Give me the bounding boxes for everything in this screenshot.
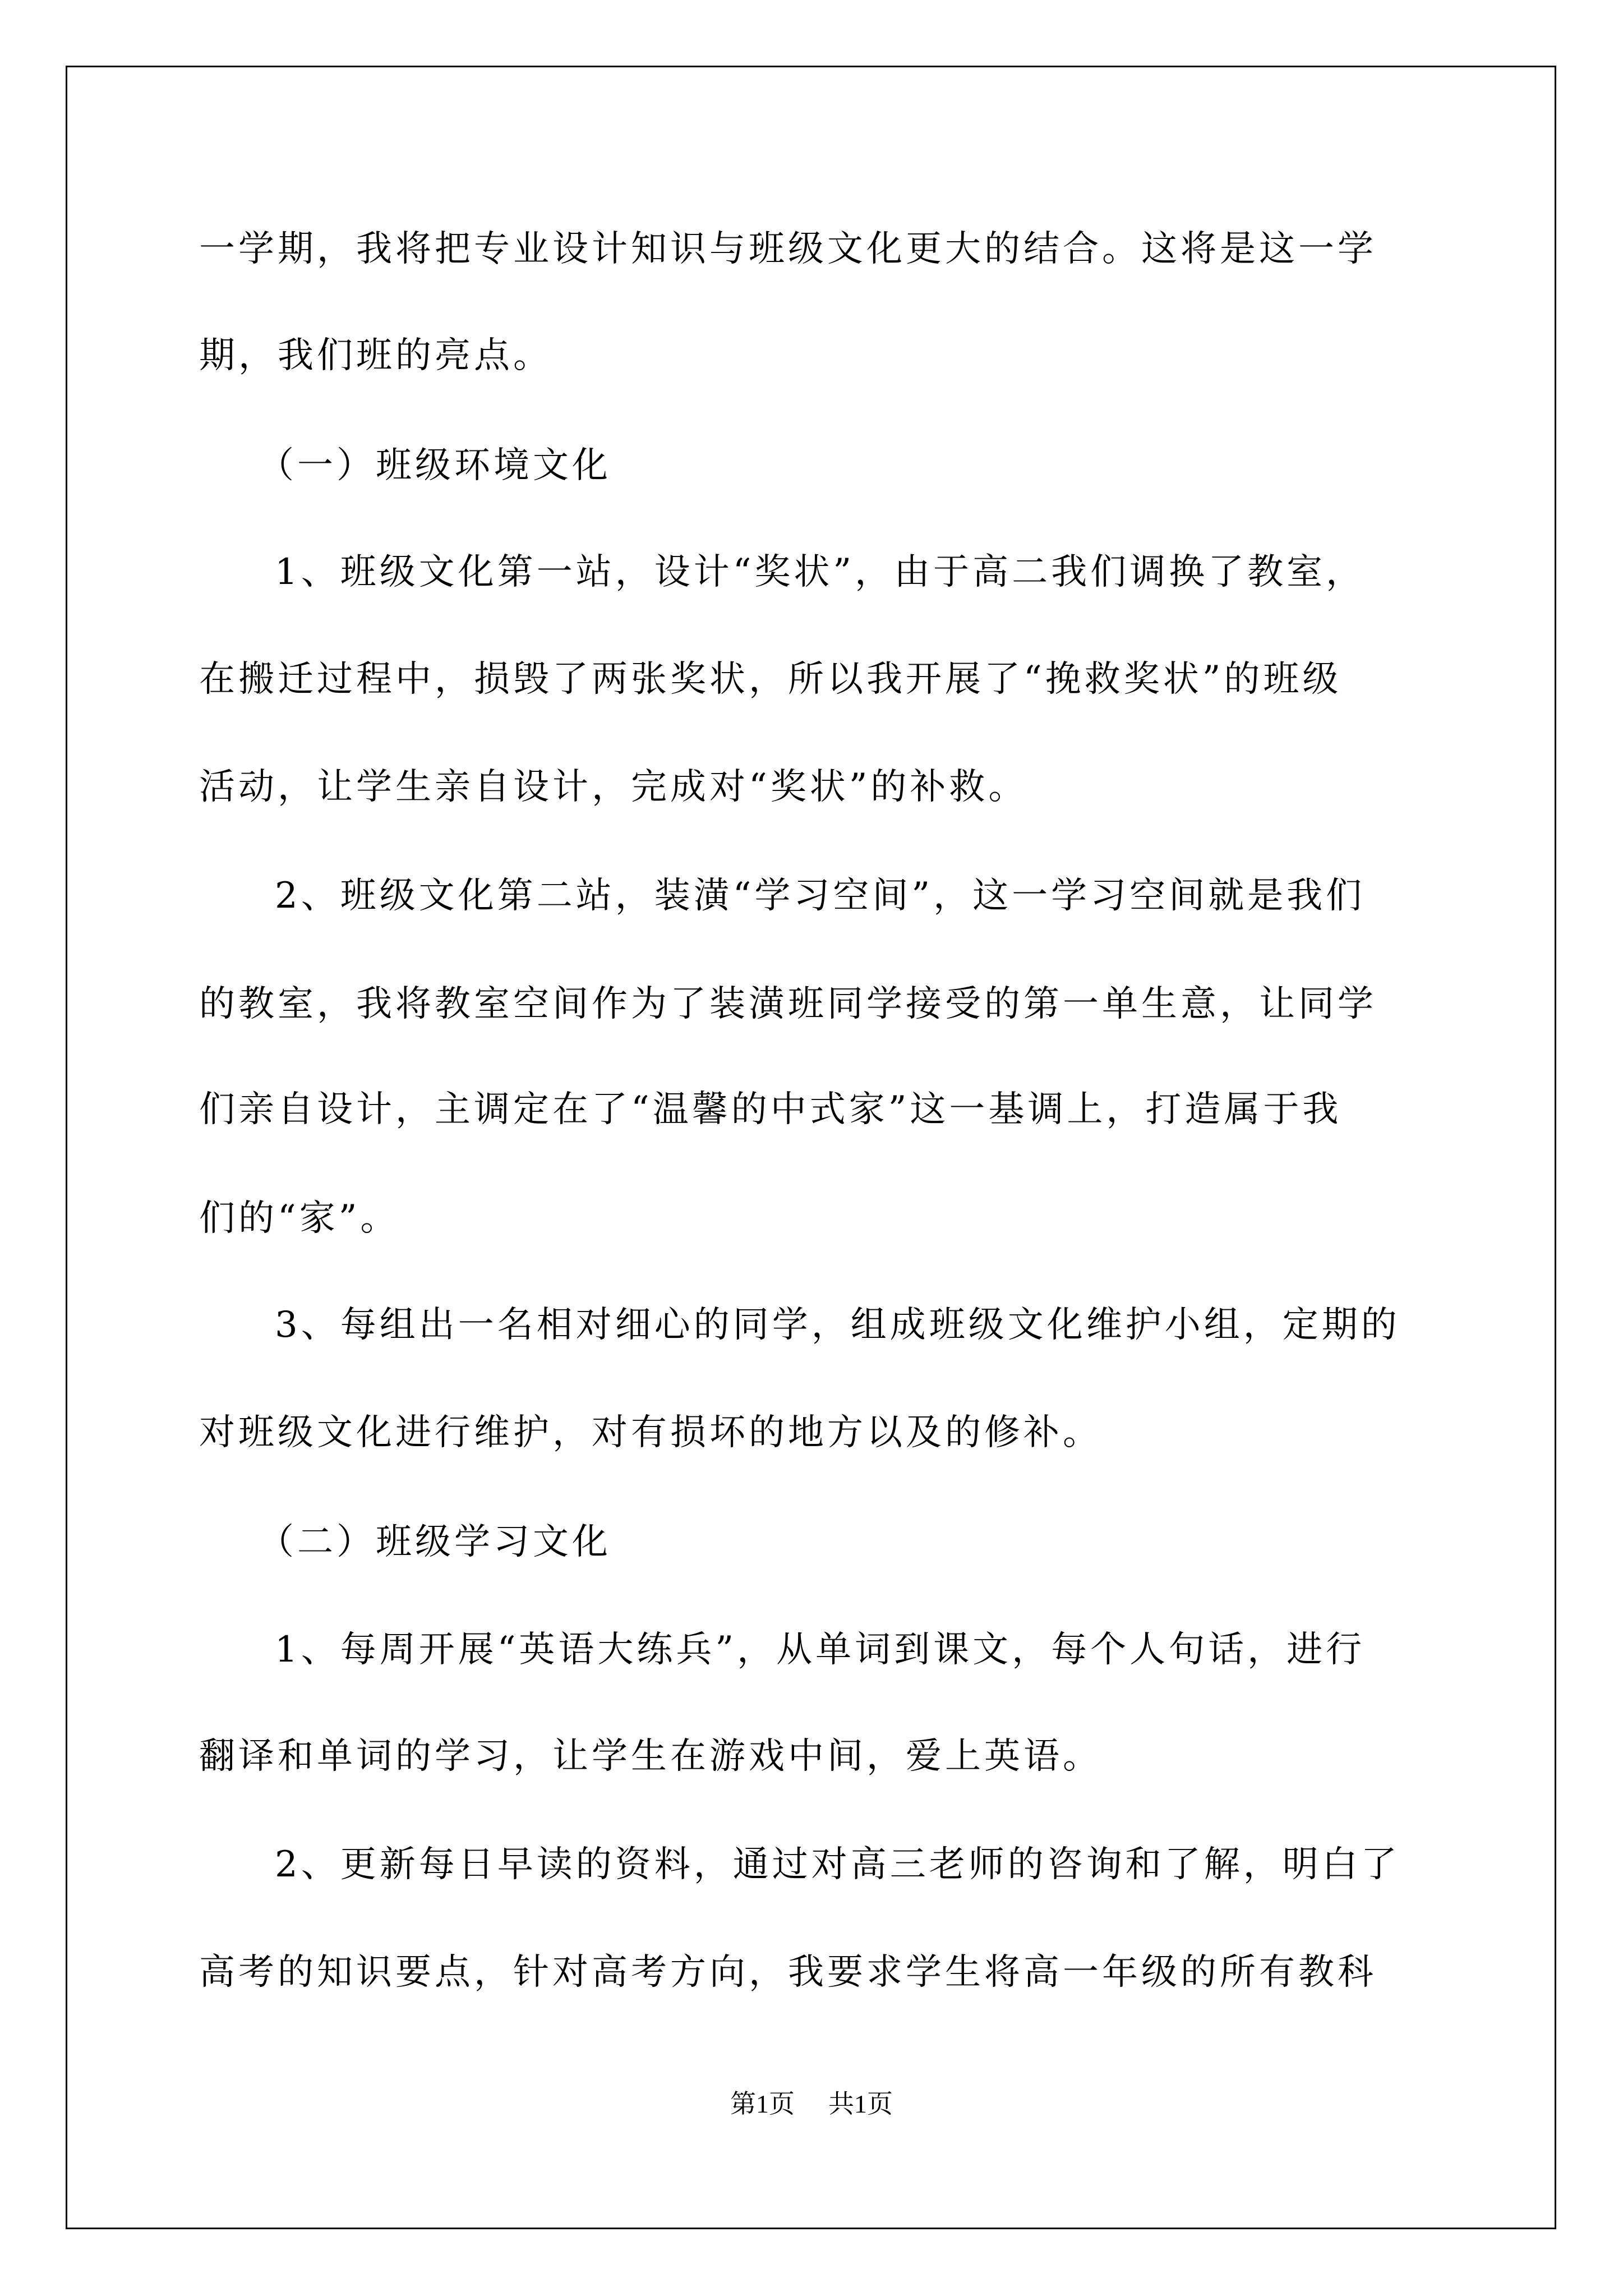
text-line: 一学期，我将把专业设计知识与班级文化更大的结合。这将是这一学 — [199, 228, 1377, 270]
text-line: 们的“家”。 — [199, 1198, 400, 1239]
text-line: 对班级文化进行维护，对有损坏的地方以及的修补。 — [199, 1412, 1102, 1453]
text-line: 高考的知识要点，针对高考方向，我要求学生将高一年级的所有教科 — [199, 1952, 1377, 1993]
text-line: 3、每组出一名相对细心的同学，组成班级文化维护小组，定期的 — [275, 1304, 1400, 1346]
text-line: 期，我们班的亮点。 — [199, 335, 552, 376]
text-line: 翻译和单词的学习，让学生在游戏中间，爱上英语。 — [199, 1736, 1102, 1777]
page-total: 共1页 — [828, 2090, 893, 2118]
text-line: 的教室，我将教室空间作为了装潢班同学接受的第一单生意，让同学 — [199, 983, 1377, 1025]
page-number: 第1页 — [730, 2090, 795, 2118]
text-line: 活动，让学生亲自设计，完成对“奖状”的补救。 — [199, 766, 1028, 808]
page-footer — [0, 2091, 1623, 2117]
section-heading: （二）班级学习文化 — [258, 1521, 611, 1563]
page-border — [66, 66, 1556, 2229]
text-line: 在搬迁过程中，损毁了两张奖状，所以我开展了“挽救奖状”的班级 — [199, 659, 1342, 700]
text-line: 2、班级文化第二站，装潢“学习空间”，这一学习空间就是我们 — [275, 875, 1366, 917]
section-heading: （一）班级环境文化 — [258, 445, 611, 486]
text-line: 2、更新每日早读的资料，通过对高三老师的咨询和了解，明白了 — [275, 1844, 1400, 1885]
text-line: 们亲自设计，主调定在了“温馨的中式家”这一基调上，打造属于我 — [199, 1089, 1342, 1130]
text-line: 1、每周开展“英语大练兵”，从单词到课文，每个人句话，进行 — [275, 1629, 1366, 1671]
text-line: 1、班级文化第一站，设计“奖状”，由于高二我们调换了教室， — [275, 551, 1366, 593]
